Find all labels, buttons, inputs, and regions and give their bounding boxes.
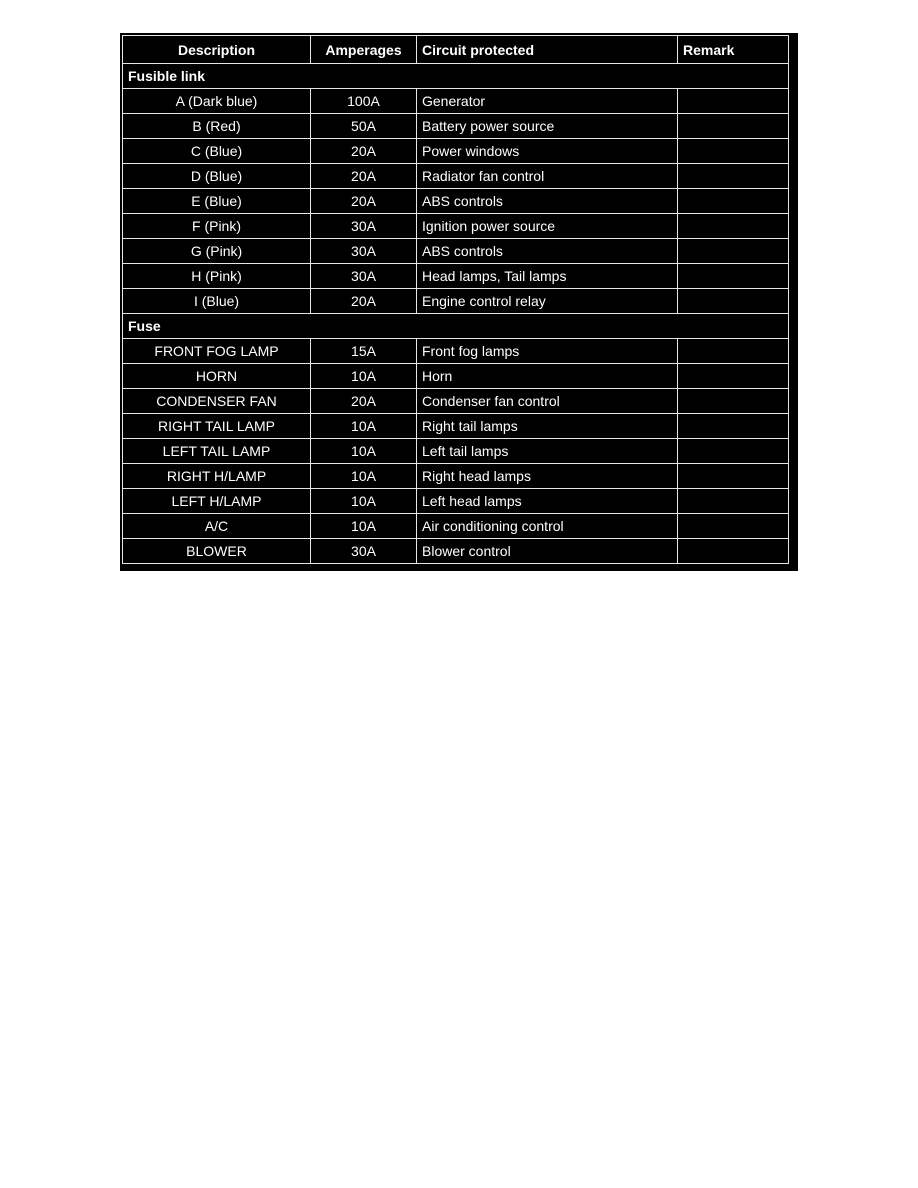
table-header-row <box>123 36 789 64</box>
cell-amperage: 10A <box>311 439 417 464</box>
cell-description: C (Blue) <box>123 139 311 164</box>
cell-amperage: 10A <box>311 464 417 489</box>
cell-description: BLOWER <box>123 539 311 564</box>
table-row <box>123 364 789 389</box>
cell-circuit-protected: ABS controls <box>417 239 678 264</box>
table-row <box>123 389 789 414</box>
cell-description: I (Blue) <box>123 289 311 314</box>
table-row <box>123 164 789 189</box>
section-row <box>123 64 789 89</box>
cell-amperage: 20A <box>311 389 417 414</box>
cell-description: G (Pink) <box>123 239 311 264</box>
table-row <box>123 339 789 364</box>
table-row <box>123 489 789 514</box>
cell-circuit-protected: Power windows <box>417 139 678 164</box>
cell-circuit-protected: Horn <box>417 364 678 389</box>
table-row <box>123 539 789 564</box>
cell-amperage: 10A <box>311 414 417 439</box>
section-row <box>123 314 789 339</box>
table-row <box>123 514 789 539</box>
cell-description: B (Red) <box>123 114 311 139</box>
cell-circuit-protected: Front fog lamps <box>417 339 678 364</box>
cell-amperage: 30A <box>311 264 417 289</box>
cell-circuit-protected: Left tail lamps <box>417 439 678 464</box>
cell-description: CONDENSER FAN <box>123 389 311 414</box>
cell-circuit-protected: Radiator fan control <box>417 164 678 189</box>
cell-remark <box>678 239 789 264</box>
cell-description: LEFT TAIL LAMP <box>123 439 311 464</box>
table-row <box>123 189 789 214</box>
cell-amperage: 100A <box>311 89 417 114</box>
cell-description: A (Dark blue) <box>123 89 311 114</box>
cell-circuit-protected: Engine control relay <box>417 289 678 314</box>
cell-circuit-protected: Ignition power source <box>417 214 678 239</box>
cell-amperage: 20A <box>311 289 417 314</box>
cell-remark <box>678 264 789 289</box>
table-row <box>123 239 789 264</box>
cell-remark <box>678 214 789 239</box>
table-row <box>123 414 789 439</box>
cell-amperage: 10A <box>311 514 417 539</box>
cell-remark <box>678 414 789 439</box>
cell-remark <box>678 164 789 189</box>
section-title: Fusible link <box>123 64 789 89</box>
cell-circuit-protected: Generator <box>417 89 678 114</box>
header-remark: Remark <box>678 36 789 64</box>
table-body <box>123 64 789 564</box>
cell-circuit-protected: Blower control <box>417 539 678 564</box>
cell-description: D (Blue) <box>123 164 311 189</box>
header-description: Description <box>123 36 311 64</box>
cell-amperage: 30A <box>311 214 417 239</box>
section-title: Fuse <box>123 314 789 339</box>
cell-circuit-protected: Left head lamps <box>417 489 678 514</box>
cell-amperage: 30A <box>311 239 417 264</box>
cell-circuit-protected: Condenser fan control <box>417 389 678 414</box>
cell-amperage: 10A <box>311 364 417 389</box>
cell-amperage: 20A <box>311 164 417 189</box>
table-row <box>123 289 789 314</box>
cell-description: RIGHT H/LAMP <box>123 464 311 489</box>
cell-remark <box>678 339 789 364</box>
cell-circuit-protected: Right head lamps <box>417 464 678 489</box>
table-row <box>123 139 789 164</box>
cell-circuit-protected: Head lamps, Tail lamps <box>417 264 678 289</box>
cell-remark <box>678 439 789 464</box>
table-row <box>123 214 789 239</box>
table-row <box>123 439 789 464</box>
cell-circuit-protected: Right tail lamps <box>417 414 678 439</box>
cell-amperage: 30A <box>311 539 417 564</box>
cell-amperage: 20A <box>311 139 417 164</box>
table-row <box>123 114 789 139</box>
fuse-table-panel <box>120 33 798 571</box>
cell-circuit-protected: ABS controls <box>417 189 678 214</box>
cell-remark <box>678 389 789 414</box>
cell-circuit-protected: Battery power source <box>417 114 678 139</box>
cell-remark <box>678 514 789 539</box>
header-amperages: Amperages <box>311 36 417 64</box>
fuse-table <box>122 35 789 564</box>
cell-description: RIGHT TAIL LAMP <box>123 414 311 439</box>
cell-circuit-protected: Air conditioning control <box>417 514 678 539</box>
cell-remark <box>678 189 789 214</box>
cell-remark <box>678 489 789 514</box>
cell-description: HORN <box>123 364 311 389</box>
cell-remark <box>678 364 789 389</box>
cell-amperage: 50A <box>311 114 417 139</box>
cell-description: LEFT H/LAMP <box>123 489 311 514</box>
table-row <box>123 264 789 289</box>
table-row <box>123 89 789 114</box>
table-row <box>123 464 789 489</box>
cell-description: E (Blue) <box>123 189 311 214</box>
header-circuit-protected: Circuit protected <box>417 36 678 64</box>
cell-description: H (Pink) <box>123 264 311 289</box>
cell-amperage: 15A <box>311 339 417 364</box>
cell-amperage: 20A <box>311 189 417 214</box>
cell-remark <box>678 89 789 114</box>
cell-description: F (Pink) <box>123 214 311 239</box>
cell-remark <box>678 114 789 139</box>
cell-remark <box>678 464 789 489</box>
cell-amperage: 10A <box>311 489 417 514</box>
cell-remark <box>678 289 789 314</box>
cell-remark <box>678 539 789 564</box>
cell-description: A/C <box>123 514 311 539</box>
cell-description: FRONT FOG LAMP <box>123 339 311 364</box>
cell-remark <box>678 139 789 164</box>
